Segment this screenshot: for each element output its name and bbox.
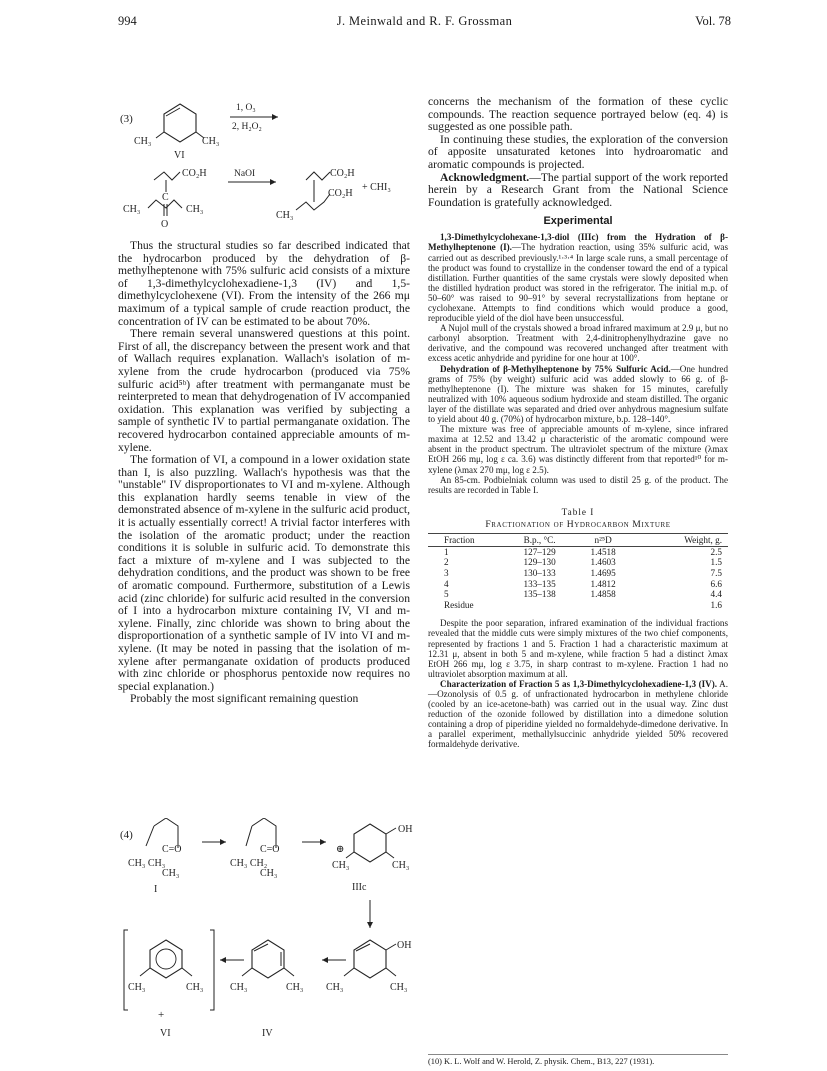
ch3-label: CH₃	[276, 210, 294, 221]
table-cell: 2	[444, 557, 449, 568]
ring-vi	[164, 104, 196, 142]
aromatic-circle	[156, 949, 176, 969]
ch3-label: CH₃	[186, 204, 204, 215]
carbonyl-label: C=O	[162, 844, 182, 855]
ch3-label: CH₃	[392, 860, 410, 871]
left-column	[118, 240, 410, 706]
compound-label-iv: IV	[262, 1028, 273, 1039]
ch3-label: CH₃ CH₃	[128, 858, 166, 869]
table-cell	[504, 600, 575, 611]
compound-label-iiic: IIIc	[352, 882, 367, 893]
co2h-label: CO₂H	[328, 188, 353, 199]
right-column	[428, 96, 728, 750]
reagent-naoi: NaOI	[234, 169, 256, 179]
table-cell: 1.4812	[590, 578, 616, 589]
table-cell: 3	[444, 567, 449, 578]
experimental-paragraph	[428, 679, 728, 750]
ch3-label: CH₃	[390, 982, 408, 993]
acknowledgment-text: —The partial support of the work reported herein by a Research Grant from the National Science Foundation is gratefully acknowledged.	[428, 170, 728, 209]
bracket-left	[124, 930, 128, 1010]
paragraph: In continuing these studies, the exploration of the conversion of apposite unsaturated ketones into hydroaromatic and aromatic compounds is projected.	[428, 132, 728, 171]
experimental-paragraph: Despite the poor separation, infrared examination of the individual fractions revealed that the middle cuts were simply mixtures of the two chief components, represented by fractions 1 and 5. Fraction 1 had a characteristic maximum at 12.31 μ, absent in both 5 and m-xylene, while fraction 5 had a distinct λmax EtOH 266 mμ, log ε 3.75, in sharp contrast to m-xylene. Fraction 1 had no ultraviolet absorption maximum at all.	[428, 618, 728, 679]
section-heading-experimental: Experimental	[543, 215, 613, 228]
ch3-label: CH₃	[332, 860, 350, 871]
table-cell: 1.5	[710, 557, 722, 568]
fractionation-table	[428, 533, 728, 611]
experimental-title: Dehydration of β-Methylheptenone by 75% Sulfuric Acid.	[440, 363, 671, 374]
ch3-label: CH₃	[286, 982, 304, 993]
cation-label: ⊕	[336, 844, 345, 855]
table-cell: Residue	[444, 599, 474, 610]
paragraph: Probably the most significant remaining question	[130, 692, 359, 706]
footnote: (10) K. L. Wolf and W. Herold, Z. physik. Chem., B13, 227 (1931).	[428, 1054, 728, 1066]
acknowledgment	[428, 172, 728, 210]
experimental-title: Characterization of Fraction 5 as 1,3-Dimethylcyclohexadiene-1,3 (IV).	[440, 678, 718, 689]
co2h-label: CO₂H	[330, 168, 355, 179]
carbon-label: C	[162, 192, 169, 203]
table-cell: 135–138	[523, 589, 556, 600]
table-cell: 4.4	[710, 589, 722, 600]
ring-vi	[150, 940, 182, 978]
ch3-label: CH₃	[230, 982, 248, 993]
table-header-row	[428, 533, 728, 546]
ch3-label: CH₃	[128, 982, 146, 993]
experimental-paragraph	[428, 232, 728, 323]
ring-intermediate	[354, 940, 386, 978]
table-cell: 2.5	[710, 546, 722, 557]
reaction-scheme-4	[118, 818, 418, 1064]
ch3-label: CH₃	[134, 136, 152, 147]
table-row	[428, 589, 728, 600]
table-row	[428, 557, 728, 568]
chi3-label: + CHI₃	[362, 182, 391, 193]
hydroxyl-label: OH	[398, 824, 413, 835]
ring-iv	[252, 940, 284, 978]
volume-label: Vol. 78	[695, 14, 731, 28]
table-row	[428, 568, 728, 579]
compound-label-i: I	[154, 884, 158, 895]
experimental-text: —The hydration reaction, using 35% sulfuric acid, was carried out as described previously.¹·³·⁴ In large scale runs, a small percentage of the product was found to crystallize in the condenser toward the end of a typical distillation. Further quantities of the same crystals were slowly deposited when the distilled hydration product was stored in the refrigerator. The initial m.p. of 50–60° was raised to 90–91° by several recrystallizations from heptane or cyclohexane. Attempts to find conditions which would produce a good, reproducible yield of the diol have been unsuccessful.	[428, 242, 728, 324]
reagent-h2o2: 2, H₂O₂	[232, 122, 262, 132]
reagent-o3: 1, O₃	[236, 103, 256, 113]
paragraph: There remain several unanswered questions at this point. First of all, the discrepancy between the present work and that of Wallach requires explanation. Wallach's isolation of m-xylene from the crude hydrocarbon (produced via 75% sulfuric acid⁵ᵇ) after treatment with permanganate must be reinterpreted to mean that dehydrogenation of IV accompanied oxidation. This explanation was verified by subjecting a sample of synthetic IV to partial permanganate oxidation. The recovered hydrocarbon contained appreciable amounts of m-xylene.	[118, 327, 410, 454]
experimental-paragraph: The mixture was free of appreciable amounts of m-xylene, since infrared maxima at 12.52 and 13.42 μ characteristic of the aromatic compound were absent in the product spectrum. The ultraviolet spectrum of the mixture (λmax EtOH 266 mμ, log ε ca. 3.6) was distinctly different from that reported¹⁰ for m-xylene (λmax 270 mμ, log ε 2.5).	[428, 424, 728, 475]
table-row	[428, 546, 728, 557]
scheme-3-drawing	[118, 92, 418, 232]
ch3-label: CH₃	[162, 868, 180, 879]
table-header: Weight, g.	[631, 533, 728, 546]
experimental-title: 1,3-Dimethylcyclohexane-1,3-diol (IIIc) from the Hydration of β-Methylheptenone (I).	[428, 232, 728, 253]
paragraph: Thus the structural studies so far described indicated that the hydrocarbon produced by the dehydration of β-methylheptenone with 75% sulfuric acid consists of a mixture of 1,3-dimethylcyclohexadiene-1,3 (IV) and 1,5-dimethylcyclohexene (VI). From the intensity of the 266 mμ maximum of a typical sample of crude reaction product, the concentration of IV can be estimated to be about 70%.	[118, 239, 410, 328]
page-header	[118, 14, 731, 34]
oxygen-label: O	[161, 219, 169, 230]
table-cell: 7.5	[710, 567, 722, 578]
table-cell: 129–130	[523, 557, 556, 568]
table-row	[428, 579, 728, 590]
bracket-right	[210, 930, 214, 1010]
table-cell: 1.4858	[590, 589, 616, 600]
table-cell: 6.6	[710, 578, 722, 589]
ring-iiic	[354, 824, 386, 862]
table-cell: 1.4518	[590, 546, 616, 557]
table-row	[428, 600, 728, 611]
hydroxyl-label: OH	[397, 940, 412, 951]
table-header: Fraction	[428, 533, 504, 546]
table-cell: 127–129	[523, 546, 556, 557]
compound-label-vi: VI	[174, 150, 185, 161]
table-cell: 4	[444, 578, 449, 589]
compound-label-vi: VI	[160, 1028, 171, 1039]
ch3-label: CH₃	[326, 982, 344, 993]
plus-sign: +	[158, 1009, 165, 1021]
page-number: 994	[118, 14, 137, 28]
ch3-label: CH₃	[260, 868, 278, 879]
experimental-paragraph: An 85-cm. Podbielniak column was used to distil 25 g. of the product. The results are recorded in Table I.	[428, 474, 728, 495]
experimental-text: —One hundred grams of 75% (by weight) sulfuric acid was added slowly to 66 g. of β-methylheptenone (I). The mixture was shaken for 15 minutes, carefully neutralized with 10% aqueous sodium hydroxide and steam distilled. The organic layer of the distillate was separated and dried over anhydrous magnesium sulfate to yield about 40 g. (70%) of hydrocarbon mixture, b.p. 128–140°.	[428, 363, 728, 425]
table-header: n²⁵D	[575, 533, 631, 546]
ch3-label: CH₃	[202, 136, 220, 147]
co2h-label: CO₂H	[182, 168, 207, 179]
carbonyl-label: C=O	[260, 844, 280, 855]
experimental-paragraph: A Nujol mull of the crystals showed a broad infrared maximum at 2.9 μ, but no carbonyl absorption. Treatment with 2,4-dinitrophenylhydrazine gave no derivative, and the compound was recovered unchanged after treatment with excess acetic anhydride and pyridine for one hour at 100°.	[428, 323, 728, 364]
eq-number-4: (4)	[120, 829, 133, 841]
table-cell: 1	[444, 546, 449, 557]
table-cell: 1.4695	[590, 567, 616, 578]
scheme-4-drawing	[118, 818, 418, 1064]
table-title: Table I	[561, 506, 595, 517]
paragraph: The formation of VI, a compound in a lower oxidation state than I, is also puzzling. Wallach's hypothesis was that the "unstable" IV disproportionates to VI and m-xylene. Although this explanation hardly seems tenable in view of the demonstrated absence of m-xylene in the sulfuric acid product, it is actually essentially correct! A trivial factor interferes with the isolation of the aromatic product; under the reaction conditions it is soluble in sulfuric acid. To demonstrate this fact a mixture of m-xylene and I was subjected to the dehydration conditions, and the product was shown to be free of aromatic compound. Furthermore, substitution of a Lewis acid (zinc chloride) for sulfuric acid resulted in the conversion of I into a hydrocarbon mixture containing IV, VI and m-xylene. Finally, zinc chloride was shown to bring about the disproportionation of a synthetic sample of IV into VI and m-xylene. (It may be noted in passing that the isolation of m-xylene after permanganate oxidation of products produced with zinc chloride or phosphorus pentoxide now requires no special explanation.)	[118, 453, 410, 693]
table-cell: 1.6	[710, 599, 722, 610]
table-header: B.p., °C.	[504, 533, 575, 546]
reaction-scheme-3	[118, 92, 418, 232]
table-cell: 5	[444, 589, 449, 600]
acknowledgment-title: Acknowledgment.	[440, 170, 530, 184]
table-caption: Fractionation of Hydrocarbon Mixture	[485, 518, 671, 530]
ch3-label: CH₃	[123, 204, 141, 215]
table-cell: 1.4603	[590, 557, 616, 568]
paragraph: concerns the mechanism of the formation of these cyclic compounds. The reaction sequence portrayed below (eq. 4) is suggested as one possible path.	[428, 95, 728, 134]
ch3-label: CH₃ CH₂	[230, 858, 268, 869]
running-title: J. Meinwald and R. F. Grossman	[336, 14, 513, 28]
ch3-label: CH₃	[186, 982, 204, 993]
experimental-text: A.—Ozonolysis of 0.5 g. of unfractionated hydrocarbon in methylene chloride (cooled by an ice-acetone-bath) was carried out in the usual way. Zinc dust reduction of the ozonide followed by distillation into a dimedone solution containing a drop of piperidine yielded no formaldehyde-dimedone derivative. In a parallel experiment, methallylsuccinic anhydride yielded 50% recovered formaldehyde derivative.	[428, 678, 728, 750]
table-cell	[575, 600, 631, 611]
experimental-paragraph	[428, 364, 728, 425]
table-cell: 130–133	[523, 567, 556, 578]
table-cell: 133–135	[523, 578, 556, 589]
eq-number-3: (3)	[120, 113, 133, 125]
